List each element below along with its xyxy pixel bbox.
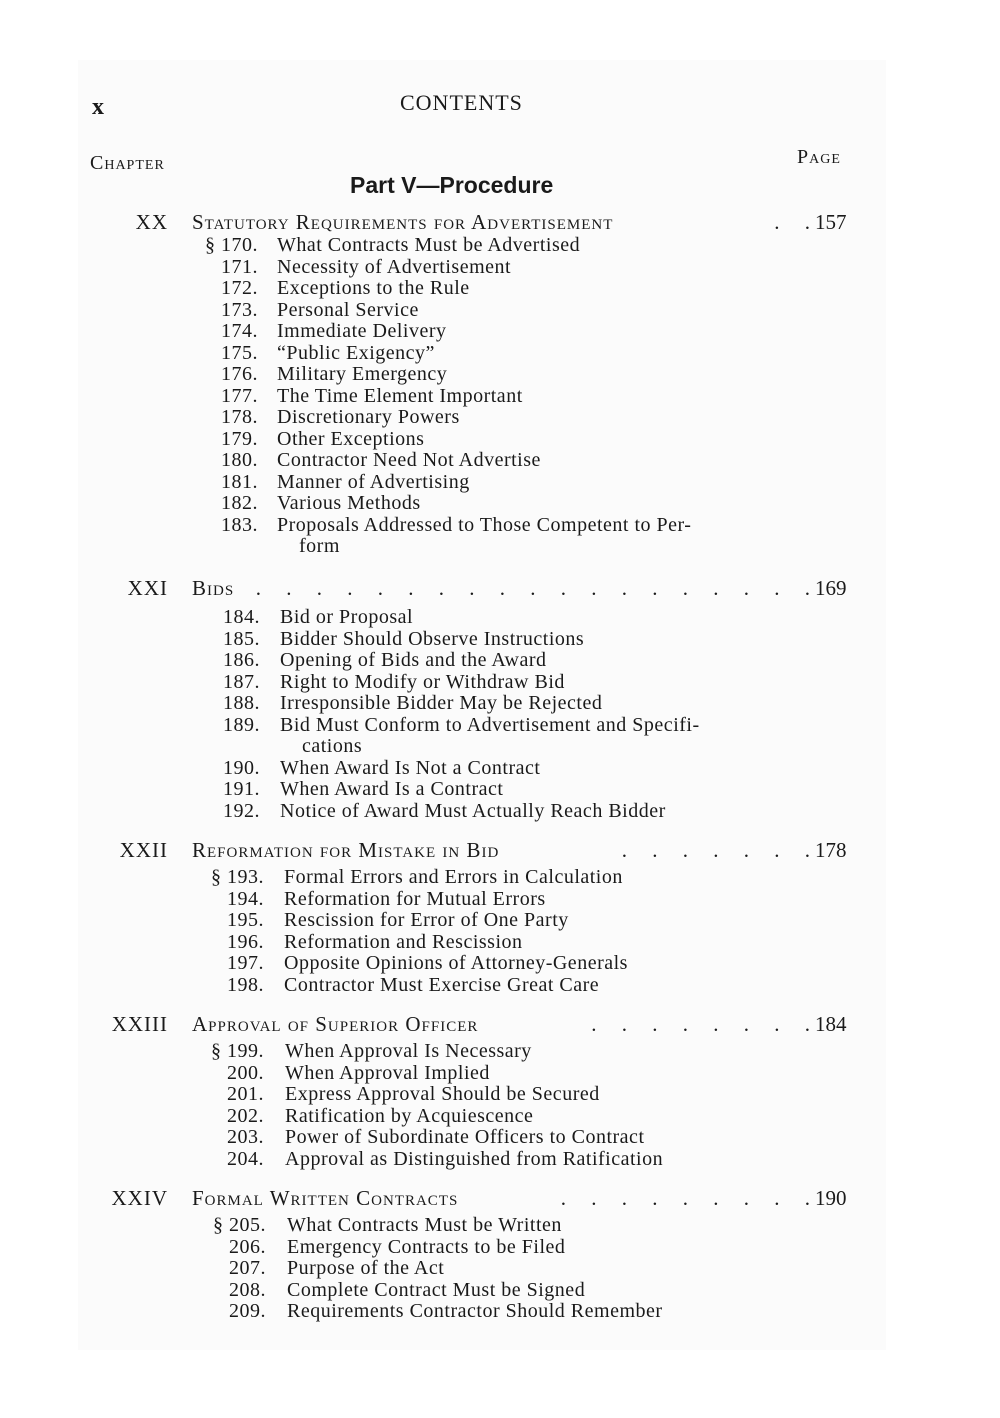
part-title: Part V—Procedure — [350, 172, 554, 198]
section-number: 200. — [227, 1061, 264, 1084]
chapter-page-number[interactable]: 169 — [815, 576, 847, 600]
chapter-page-number[interactable]: 190 — [815, 1186, 847, 1210]
section-title[interactable]: Formal Errors and Errors in Calculation — [284, 866, 623, 888]
section-number: 202. — [227, 1104, 264, 1127]
section-title[interactable]: What Contracts Must be Advertised — [277, 234, 581, 256]
leader-dots: . . . . . . . . . . . . . . . . . . . — [255, 576, 820, 600]
chapter-number: XXII — [119, 838, 168, 862]
section-number: 191. — [223, 778, 260, 800]
section-title[interactable]: Ratification by Acquiescence — [285, 1104, 534, 1127]
section-title[interactable]: Opposite Opinions of Attorney-Generals — [284, 952, 628, 974]
leader-dots: . . . . . . . . . — [560, 1186, 820, 1210]
section-number: 196. — [227, 930, 264, 953]
section-number: § 170. — [202, 235, 258, 257]
section-number: 197. — [227, 952, 264, 974]
chapter-number: XXIV — [111, 1186, 168, 1210]
chapter-title[interactable]: Formal Written Contracts — [192, 1186, 459, 1210]
section-title[interactable]: Exceptions to the Rule — [277, 277, 470, 299]
chapter-page-number[interactable]: 178 — [815, 838, 847, 862]
chapter-number: XX — [135, 210, 168, 234]
section-number: § 199. — [208, 1041, 264, 1063]
section-title[interactable]: Necessity of Advertisement — [277, 255, 512, 278]
section-title[interactable]: Bid or Proposal — [280, 606, 414, 628]
chapter-title[interactable]: Statutory Requirements for Advertisement — [192, 210, 614, 234]
section-number: 190. — [223, 756, 260, 779]
section-title[interactable]: Requirements Contractor Should Remember — [287, 1300, 663, 1322]
section-title[interactable]: Complete Contract Must be Signed — [287, 1278, 586, 1301]
section-number: 180. — [221, 449, 258, 471]
section-number: 208. — [229, 1278, 266, 1301]
section-title[interactable]: Approval as Distinguished from Ratification — [285, 1147, 664, 1170]
section-title[interactable]: Opening of Bids and the Award — [280, 649, 547, 671]
chapter-row[interactable] — [0, 210, 1000, 236]
section-number: 179. — [221, 427, 258, 450]
section-title[interactable]: Contractor Need Not Advertise — [277, 449, 541, 471]
section-title[interactable]: Emergency Contracts to be Filed — [287, 1235, 566, 1258]
section-title[interactable]: Discretionary Powers — [277, 406, 460, 428]
chapter-number: XXI — [127, 576, 168, 600]
section-number: 198. — [227, 973, 264, 996]
section-number: 185. — [223, 627, 260, 650]
section-title[interactable]: Reformation and Rescission — [284, 930, 523, 953]
section-title[interactable]: What Contracts Must be Written — [287, 1214, 562, 1236]
section-title[interactable]: When Award Is a Contract — [280, 778, 504, 800]
section-title[interactable]: Personal Service — [277, 298, 419, 321]
leader-dots: . . . . . . . . — [591, 1012, 820, 1036]
section-number: 182. — [221, 492, 258, 514]
section-number: 181. — [221, 470, 258, 493]
section-number: 186. — [223, 649, 260, 671]
section-title[interactable]: Reformation for Mutual Errors — [284, 887, 546, 910]
section-title[interactable]: Contractor Must Exercise Great Care — [284, 973, 600, 996]
section-number: 172. — [221, 277, 258, 299]
section-number: 207. — [229, 1257, 266, 1279]
section-title[interactable]: When Award Is Not a Contract — [280, 756, 541, 779]
section-title[interactable]: Bidder Should Observe Instructions — [280, 627, 585, 650]
section-title[interactable]: Manner of Advertising — [277, 470, 470, 493]
section-number: 189. — [223, 713, 260, 736]
section-title[interactable]: Immediate Delivery — [277, 320, 447, 342]
section-title[interactable]: The Time Element Important — [277, 384, 523, 407]
section-title[interactable]: Express Approval Should be Secured — [285, 1083, 600, 1105]
section-number: 203. — [227, 1126, 264, 1148]
section-number: 178. — [221, 406, 258, 428]
section-number: 177. — [221, 384, 258, 407]
section-title[interactable]: Power of Subordinate Officers to Contract — [285, 1126, 645, 1148]
chapter-row[interactable] — [0, 1012, 1000, 1038]
section-number: 206. — [229, 1235, 266, 1258]
section-title[interactable]: Proposals Addressed to Those Competent to Per- — [277, 513, 692, 536]
section-number: 183. — [221, 513, 258, 536]
section-title[interactable]: Irresponsible Bidder May be Rejected — [280, 692, 603, 714]
section-title[interactable]: Notice of Award Must Actually Reach Bidder — [280, 799, 666, 822]
section-title[interactable]: Right to Modify or Withdraw Bid — [280, 670, 565, 693]
chapter-row[interactable] — [0, 576, 1000, 602]
section-title[interactable]: Purpose of the Act — [287, 1257, 445, 1279]
section-number: 175. — [221, 341, 258, 364]
page-column-heading: Page — [797, 146, 841, 168]
chapter-page-number[interactable]: 157 — [815, 210, 847, 234]
section-number: 187. — [223, 670, 260, 693]
leader-dots: . . . . . . . — [621, 838, 820, 862]
section-title[interactable]: Bid Must Conform to Advertisement and Specifi- — [280, 713, 700, 736]
section-title[interactable]: Other Exceptions — [277, 427, 425, 450]
section-number: 184. — [223, 606, 260, 628]
section-title[interactable]: Military Emergency — [277, 363, 448, 385]
chapter-number: XXIII — [111, 1012, 168, 1036]
chapter-column-heading: Chapter — [90, 152, 165, 174]
section-number: 195. — [227, 909, 264, 931]
section-title[interactable]: Various Methods — [277, 492, 421, 514]
section-number: 209. — [229, 1300, 266, 1322]
section-title[interactable]: “Public Exigency” — [277, 341, 435, 364]
chapter-row[interactable] — [0, 838, 1000, 864]
section-number: 171. — [221, 255, 258, 278]
chapter-title[interactable]: Reformation for Mistake in Bid — [192, 838, 500, 862]
page-folio: x — [92, 94, 104, 120]
chapter-row[interactable] — [0, 1186, 1000, 1212]
running-head: CONTENTS — [400, 90, 523, 115]
section-number: 188. — [223, 692, 260, 714]
section-number: 204. — [227, 1147, 264, 1170]
leader-dots: . . — [774, 210, 820, 234]
chapter-page-number[interactable]: 184 — [815, 1012, 847, 1036]
section-number: 176. — [221, 363, 258, 385]
section-number: 201. — [227, 1083, 264, 1105]
section-title[interactable]: When Approval Implied — [285, 1061, 490, 1084]
chapter-title[interactable]: Approval of Superior Officer — [192, 1012, 479, 1036]
chapter-title[interactable]: Bids — [192, 576, 235, 600]
section-title[interactable]: When Approval Is Necessary — [285, 1040, 532, 1062]
section-number: 173. — [221, 298, 258, 321]
section-number: § 205. — [210, 1215, 266, 1237]
section-number: 174. — [221, 320, 258, 342]
section-title[interactable]: Rescission for Error of One Party — [284, 909, 569, 931]
section-number: § 193. — [208, 867, 264, 889]
section-number: 194. — [227, 887, 264, 910]
section-number: 192. — [223, 799, 260, 822]
